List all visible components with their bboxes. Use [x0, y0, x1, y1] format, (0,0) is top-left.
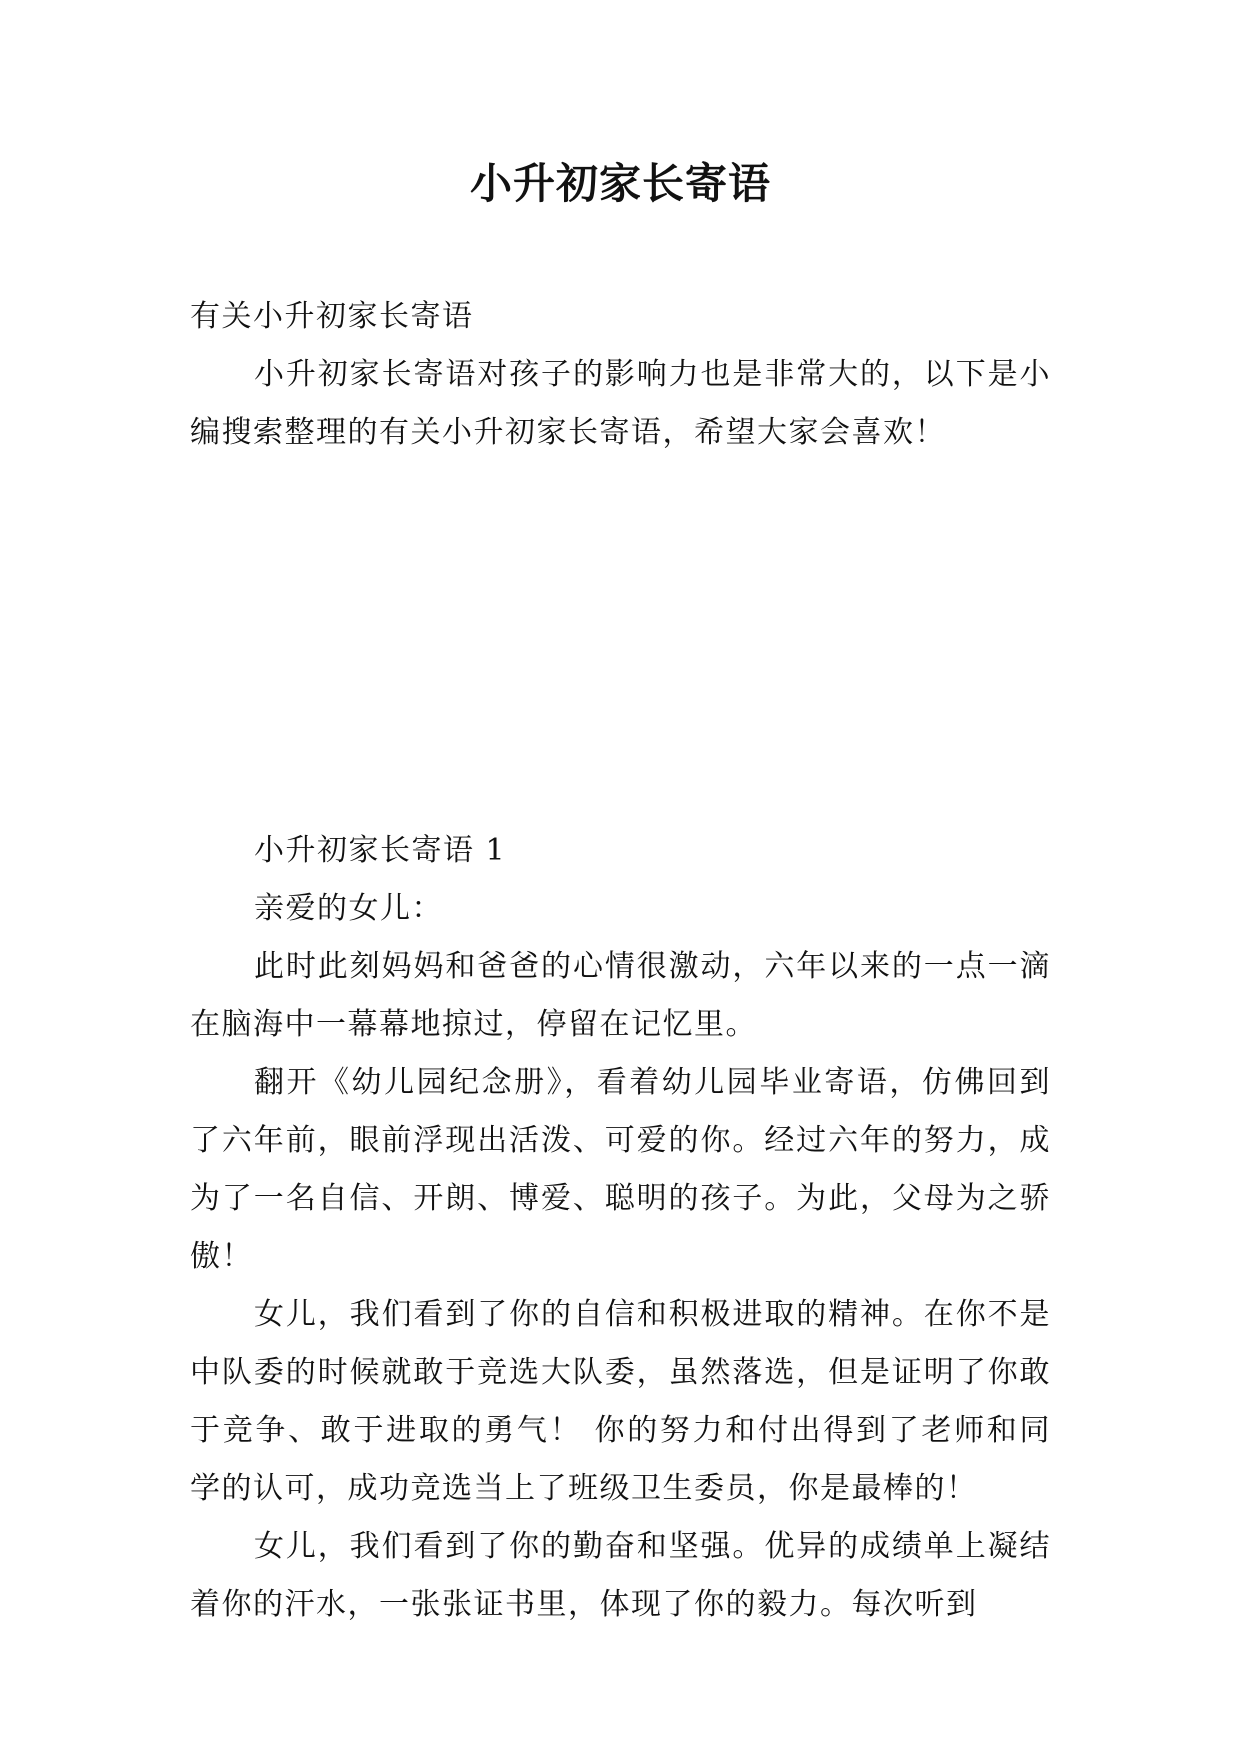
body-paragraph: 女儿，我们看到了你的勤奋和坚强。优异的成绩单上凝结着你的汗水，一张张证书里，体现了你的毅力。每次听到	[190, 1529, 1051, 1622]
body-paragraph: 此时此刻妈妈和爸爸的心情很激动，六年以来的一点一滴在脑海中一幕幕地掠过，停留在记忆里。	[190, 949, 1051, 1042]
document-subtitle: 有关小升初家长寄语	[190, 299, 474, 334]
section-heading: 小升初家长寄语 1	[254, 833, 507, 868]
body-paragraph: 女儿，我们看到了你的自信和积极进取的精神。在你不是中队委的时候就敢于竞选大队委，虽然落选，但是证明了你敢于竞争、敢于进取的勇气！ 你的努力和付出得到了老师和同学的认可，成功竞选当上了班级卫生委员，你是最棒的！	[190, 1297, 1051, 1506]
letter-greeting: 亲爱的女儿：	[254, 891, 443, 926]
document-body	[190, 288, 1051, 1634]
body-paragraph: 翻开《幼儿园纪念册》，看着幼儿园毕业寄语，仿佛回到了六年前，眼前浮现出活泼、可爱的你。经过六年的努力，成为了一名自信、开朗、博爱、聪明的孩子。为此，父母为之骄傲！	[190, 1065, 1051, 1274]
intro-paragraph: 小升初家长寄语对孩子的影响力也是非常大的，以下是小编搜索整理的有关小升初家长寄语，希望大家会喜欢！	[190, 357, 1051, 450]
section-spacer	[190, 462, 1051, 822]
page-title: 小升初家长寄语	[469, 159, 771, 208]
